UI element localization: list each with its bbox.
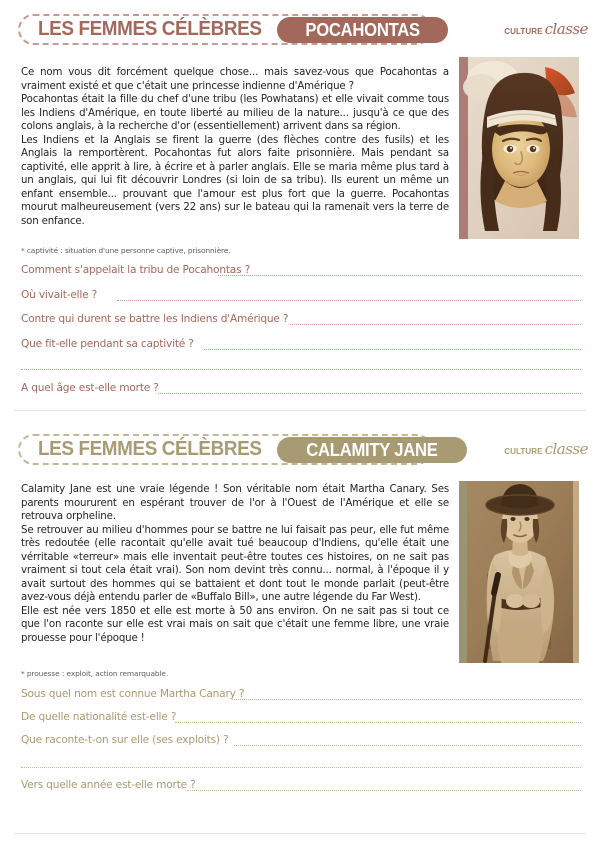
question-label: Que fit-elle pendant sa captivité ?	[21, 338, 194, 350]
calamity-jane-photo-image	[459, 481, 579, 663]
article-body-calamity-jane	[21, 483, 449, 646]
question-row[interactable]	[21, 382, 581, 397]
question-row[interactable]	[21, 688, 581, 703]
page-title: LES FEMMES CÉLÈBRES	[38, 437, 262, 460]
question-row[interactable]	[21, 711, 581, 726]
question-label: Contre qui durent se battre les Indiens d'Amérique ?	[21, 313, 289, 325]
question-row[interactable]	[21, 756, 581, 771]
question-label: A quel âge est-elle morte ?	[21, 382, 159, 394]
question-row[interactable]	[21, 289, 581, 304]
paragraph: Calamity Jane est une vraie légende ! Son véritable nom était Martha Canary. Ses parents moururent en espérant trouver de l'or à l'Ouest de l'Amérique et elle se retrouva orpheline.	[21, 484, 449, 523]
pocahontas-portrait	[459, 57, 579, 239]
subject-pill-label: POCAHONTAS	[305, 19, 420, 40]
answer-line[interactable]	[290, 324, 581, 325]
answer-line[interactable]	[117, 300, 581, 301]
section-header-pocahontas	[0, 0, 600, 46]
answer-line[interactable]	[175, 722, 581, 723]
question-label: Vers quelle année est-elle morte ?	[21, 779, 196, 791]
paragraph: Ce nom vous dit forcément quelque chose... mais savez-vous que Pocahontas a vraiment existé et que c'était une princesse indienne d'Amérique ?	[21, 67, 449, 92]
question-row[interactable]	[21, 734, 581, 749]
footnote-prouesse: * prouesse : exploit, action remarquable.	[21, 669, 169, 678]
question-row[interactable]	[21, 358, 581, 373]
page-title: LES FEMMES CÉLÈBRES	[38, 17, 262, 40]
paragraph: Se retrouver au milieu d'hommes pour se battre ne lui faisait pas peur, elle fut même très redoutée (elle racontait qu'elle avait tué beaucoup d'Indiens, qu'elle était une vérritable «terreur» mais elle inventait peut-être toutes ces histoires, on ne sait pas vraiment si tout cela était vrai). Son nom devint très connu... normal, à l'époque il y avait surtout des hommes qui se battaient et dont tout le monde parlait (peut-être avez-vous déjà entendu parler de «Buffalo Bill», une autre légende du Far West).	[21, 524, 449, 604]
page-bottom-divider	[14, 833, 586, 834]
paragraph: Les Indiens et la Anglais se firent la guerre (des flèches contre des fusils) et les Anglais la remportèrent. Pocahontas fut alors faite prisonnière. Mais pendant sa captivité, elle apprit à lire, à écrire et à parler anglais. Elle se maria même plus tard à un anglais, qui lui fit découvrir Londres (si loin de sa tribu). Ils eurent un même un enfant ensemble... prouvant que l'amour est plus fort que la guerre. Pocahontas mourut malheureusement (vers 22 ans) sur le bateau qui la ramenait vers la terre de son enfance.	[21, 134, 449, 228]
section-divider	[14, 410, 586, 411]
answer-line[interactable]	[187, 790, 581, 791]
paragraph: Pocahontas était la fille du chef d'une tribu (les Powhatans) et elle vivait comme tous les Indiens d'Amérique, en toute liberté au milieu de la nature... jusqu'à ce que des colons anglais, à la recherche d'or (essentiellement) arrivent dans sa région.	[21, 94, 449, 133]
answer-line[interactable]	[218, 275, 581, 276]
brand-word-classe: classe	[544, 440, 588, 458]
question-label: Sous quel nom est connue Martha Canary ?	[21, 688, 245, 700]
question-label: Comment s'appelait la tribu de Pocahontas ?	[21, 264, 251, 276]
footnote-captivite: * captivité : situation d'une personne captive, prisonnière.	[21, 246, 231, 255]
brand-word-culture: culture	[504, 23, 543, 37]
answer-line[interactable]	[232, 699, 581, 700]
calamity-jane-photo	[459, 481, 579, 663]
paragraph: Elle est née vers 1850 et elle est morte à 50 ans environ. On ne sait pas si tout ce que l'on raconte sur elle est vrai mais on sait que c'était une femme libre, une vraie prouesse pour l'époque !	[21, 605, 449, 645]
question-row[interactable]	[21, 779, 581, 794]
question-label: De quelle nationalité est-elle ?	[21, 711, 177, 723]
answer-line[interactable]	[204, 349, 581, 350]
brand-word-culture: culture	[504, 443, 543, 457]
section-header-calamity-jane	[0, 420, 600, 466]
article-body-pocahontas	[21, 66, 449, 229]
question-label: Que raconte-t-on sur elle (ses exploits) ?	[21, 734, 229, 746]
subject-pill-pocahontas	[277, 17, 448, 43]
answer-line[interactable]	[234, 745, 581, 746]
brand-word-classe: classe	[544, 20, 588, 38]
answer-line-continued[interactable]	[21, 767, 581, 768]
section-calamity-jane	[0, 420, 600, 791]
brand-logo	[504, 21, 588, 38]
question-row[interactable]	[21, 264, 581, 279]
subject-pill-label: CALAMITY JANE	[306, 439, 438, 460]
section-pocahontas	[0, 0, 600, 394]
question-row[interactable]	[21, 313, 581, 328]
question-row[interactable]	[21, 338, 581, 353]
brand-logo	[504, 441, 588, 458]
question-label: Où vivait-elle ?	[21, 289, 98, 301]
subject-pill-calamity-jane	[277, 437, 467, 463]
pocahontas-portrait-image	[459, 57, 579, 239]
answer-line-continued[interactable]	[21, 369, 581, 370]
answer-line[interactable]	[158, 393, 581, 394]
